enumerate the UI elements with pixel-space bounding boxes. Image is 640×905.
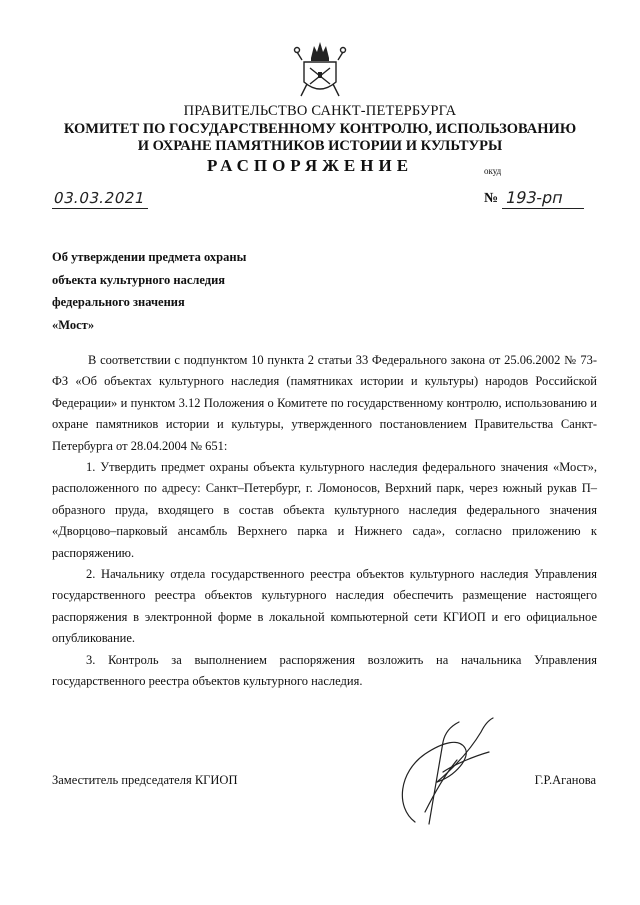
- subject-line: «Мост»: [52, 317, 95, 332]
- okud-label: окуд: [484, 166, 502, 176]
- government-name: ПРАВИТЕЛЬСТВО САНКТ-ПЕТЕРБУРГА: [183, 103, 457, 119]
- document-type-title: РАСПОРЯЖЕНИЕ: [206, 156, 414, 175]
- committee-name-line2: И ОХРАНЕ ПАМЯТНИКОВ ИСТОРИИ И КУЛЬТУРЫ: [137, 138, 503, 154]
- number-label: №: [484, 191, 499, 206]
- number-field: [502, 188, 584, 209]
- st-petersburg-coat-of-arms-icon: [293, 38, 347, 100]
- subject-line: Об утверждении предмета охраны: [52, 250, 247, 264]
- signatory-name: Г.Р.Аганова: [534, 773, 596, 787]
- item-2-paragraph: 2. Начальнику отдела государственного реестра объектов культурного наследия Управления государственного реестра объектов культурного наследия обеспечить размещение настоящего распоряжения в электронной форме в локальной компьютерной сети КГИОП и его официальное опубликование.: [52, 567, 597, 646]
- document-body: [52, 350, 597, 693]
- date-field: [52, 188, 148, 209]
- subject-line: объекта культурного наследия: [52, 272, 226, 287]
- intro-paragraph: В соответствии с подпунктом 10 пункта 2 статьи 33 Федерального закона от 25.06.2002 № 73-ФЗ «Об объектах культурного наследия (памятниках истории и культуры) народов Российской Федерации» и пунктом 3.12 Положения о Комитете по государственному контролю, использованию и охране памятников истории и культуры, утвержденного постановлением Правительства Санкт-Петербурга от 28.04.2004 № 651:: [52, 353, 597, 453]
- item-1-paragraph: 1. Утвердить предмет охраны объекта культурного наследия федерального значения «Мост», расположенного по адресу: Санкт–Петербург, г. Ломоносов, Верхний парк, через южный рукав П–образного пруда, входящего в состав объекта культурного наследия федерального значения «Дворцово–парковый ансамбль Верхнего парка и Нижнего сада», согласно приложению к распоряжению.: [52, 460, 597, 560]
- item-3-paragraph: 3. Контроль за выполнением распоряжения возложить на начальника Управления государственного реестра объектов культурного наследия.: [52, 652, 597, 689]
- subject-line: федерального значения: [52, 295, 185, 309]
- committee-name-line1: КОМИТЕТ ПО ГОСУДАРСТВЕННОМУ КОНТРОЛЮ, ИСПОЛЬЗОВАНИЮ: [63, 121, 577, 137]
- handwritten-number: 193-рп: [503, 188, 565, 207]
- handwritten-date: 03.03.2021: [52, 189, 147, 207]
- signatory-role: Заместитель председателя КГИОП: [52, 773, 238, 787]
- document-subject: [52, 246, 246, 336]
- handwritten-signature: [385, 712, 495, 830]
